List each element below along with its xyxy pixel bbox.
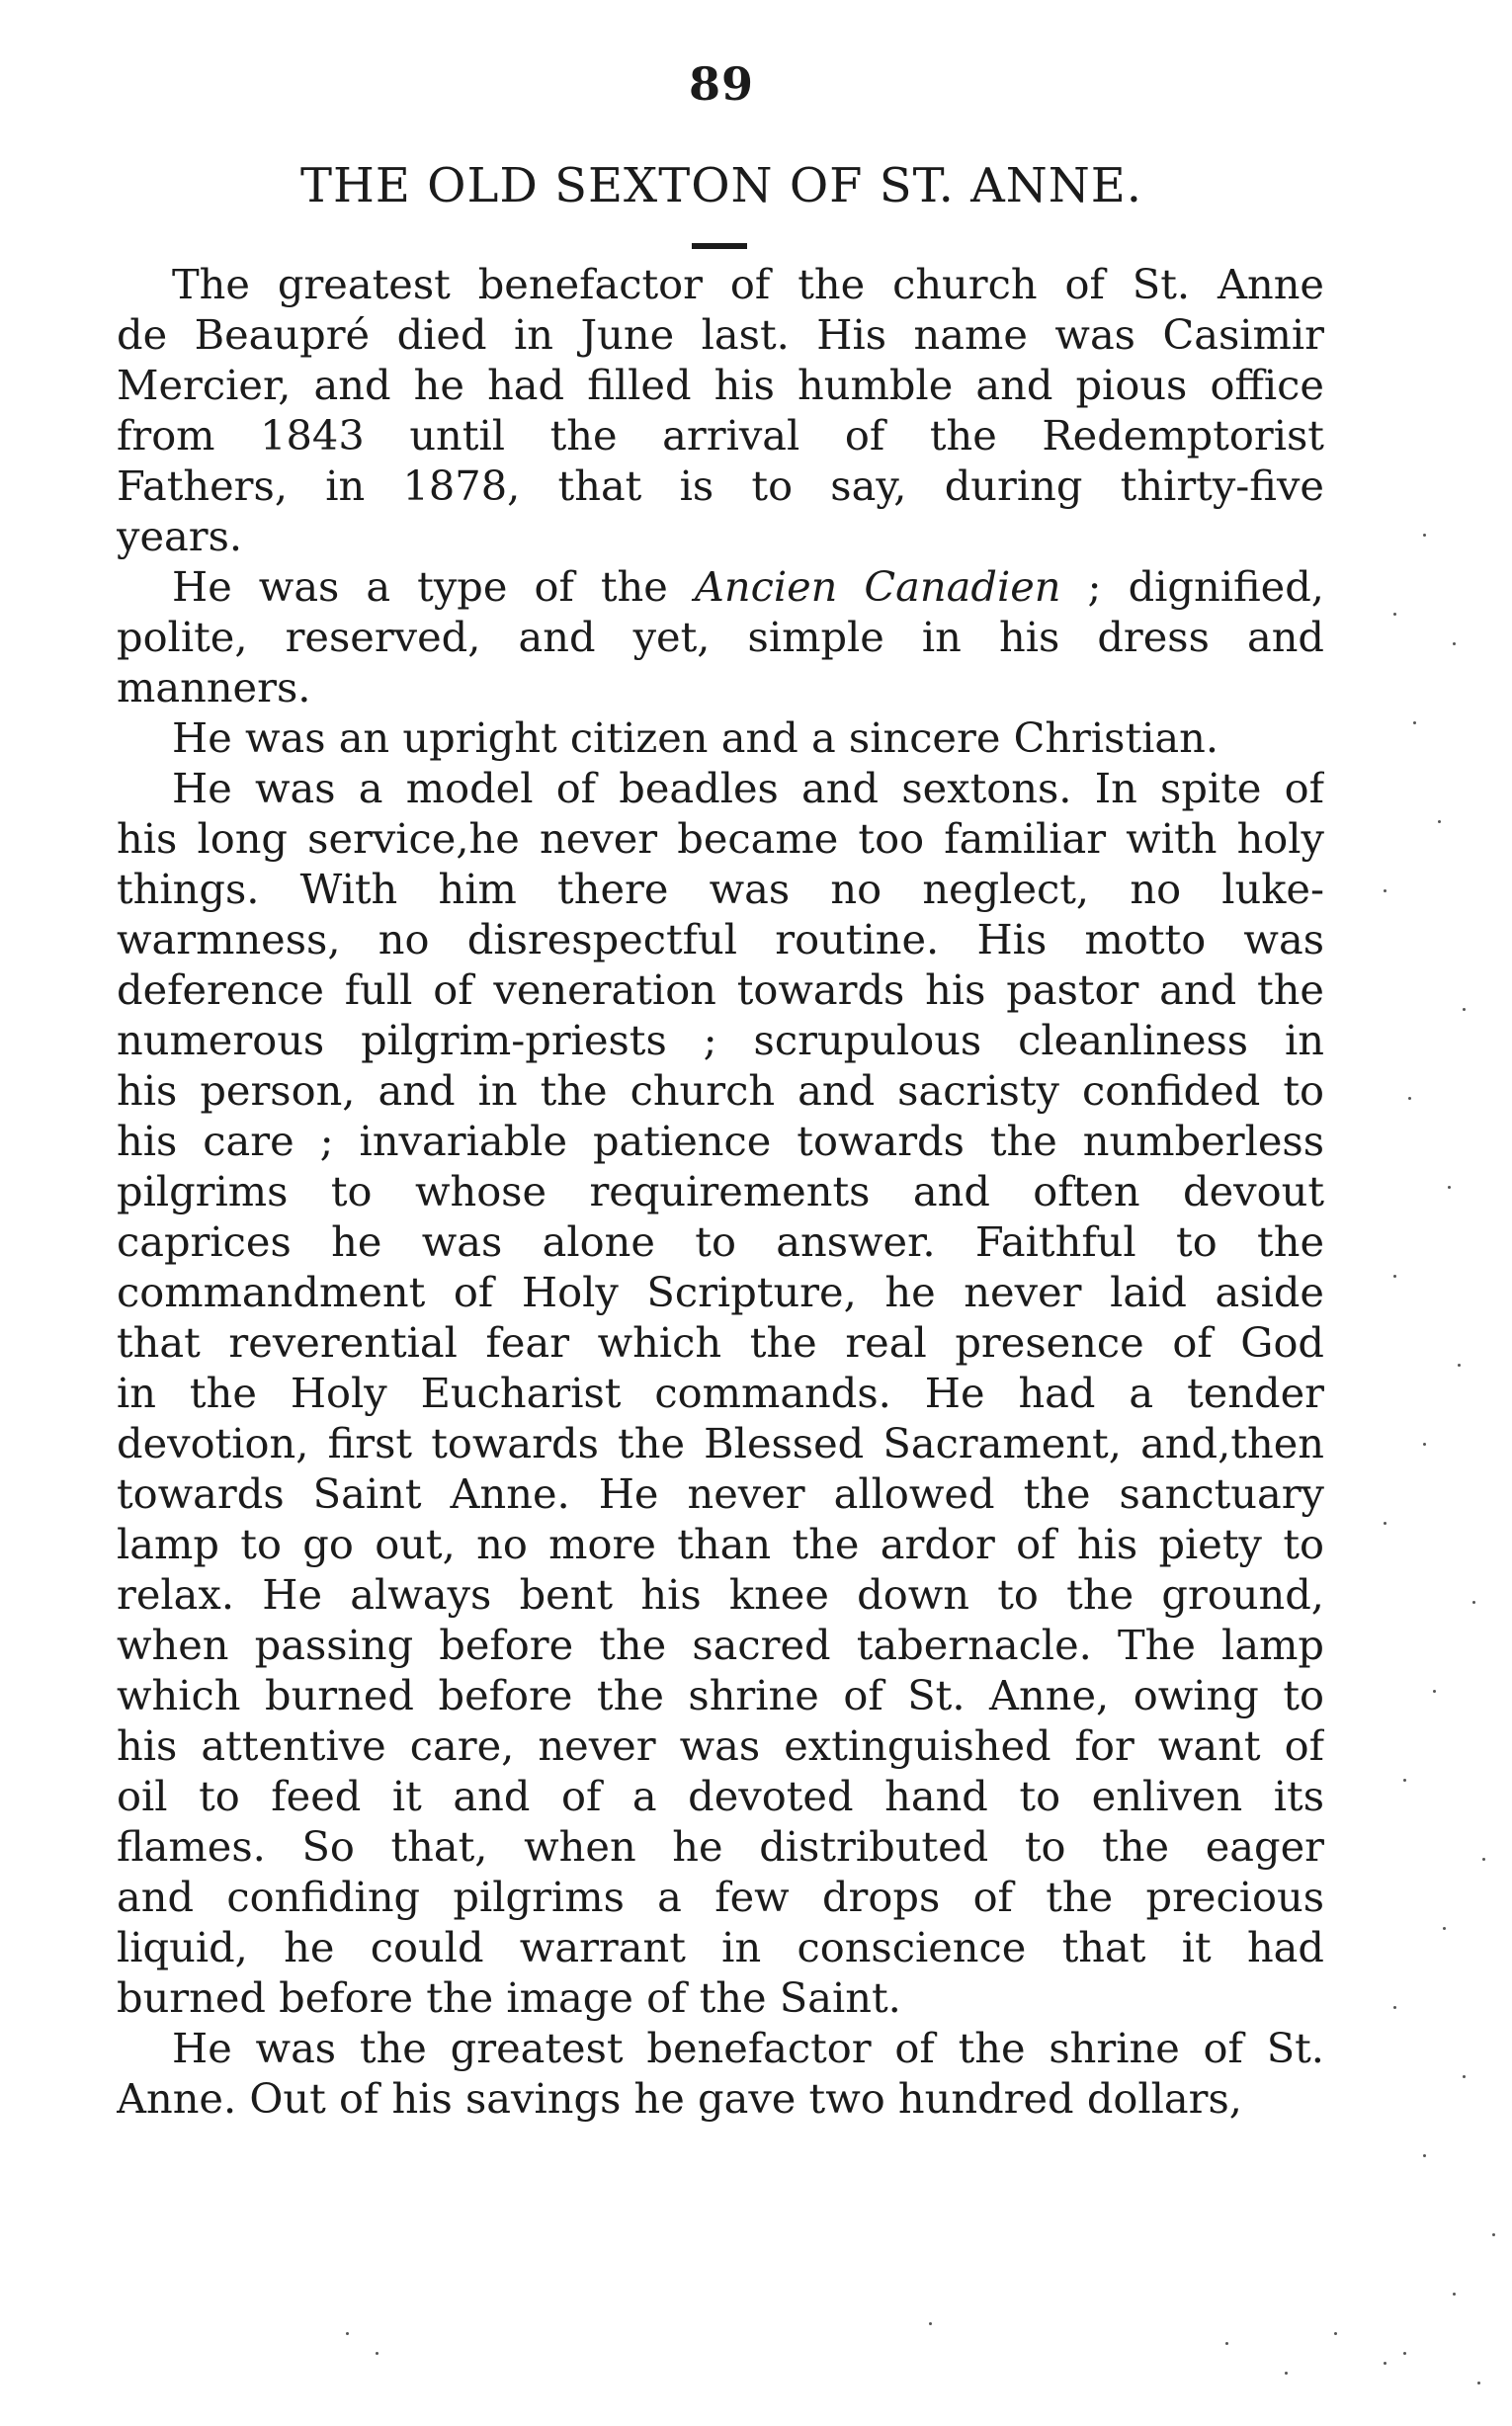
text-line — [117, 662, 1324, 712]
scan-speck — [1463, 2075, 1466, 2078]
body-text — [117, 259, 1324, 2124]
text-line-segment: his person, and in the church and sacristy confided to — [117, 1066, 1324, 1115]
text-line — [117, 1872, 1324, 1922]
text-line-segment: deference full of veneration towards his pastor and the — [117, 965, 1324, 1014]
text-line — [117, 914, 1324, 964]
text-line-segment: commandment of Holy Scripture, he never laid aside — [117, 1268, 1324, 1316]
scan-speck — [1458, 1364, 1461, 1367]
text-line — [117, 1821, 1324, 1872]
text-line-segment: in the Holy Eucharist commands. He had a tender — [117, 1369, 1324, 1417]
text-line — [117, 1116, 1324, 1166]
text-line — [117, 561, 1324, 612]
text-line-segment: manners. — [117, 663, 311, 711]
text-line — [117, 1015, 1324, 1065]
text-line — [117, 1771, 1324, 1821]
scan-speck — [1453, 2293, 1456, 2296]
text-line-segment: relax. He always bent his knee down to the ground, — [117, 1570, 1324, 1619]
text-line-segment: his attentive care, never was extinguished for want of — [117, 1721, 1324, 1770]
scan-speck — [1453, 642, 1456, 645]
scan-speck — [1408, 1097, 1411, 1100]
text-line-segment: He was a type of the — [172, 562, 695, 611]
page-number-text: 89 — [688, 57, 754, 111]
scan-margin-specks — [1364, 494, 1512, 2426]
text-line-segment: when passing before the sacred tabernacle. The lamp — [117, 1621, 1324, 1669]
chapter-title: THE OLD SEXTON OF ST. ANNE. — [299, 158, 1143, 213]
scan-speck — [1423, 2154, 1426, 2157]
text-line-segment: pilgrims to whose requirements and often devout — [117, 1167, 1324, 1215]
scan-speck — [1443, 1927, 1446, 1930]
scan-speck — [1472, 1601, 1475, 1604]
scan-speck — [1463, 1008, 1466, 1011]
scan-speck — [1492, 2233, 1495, 2236]
scan-speck — [1384, 889, 1386, 892]
text-line — [117, 1720, 1324, 1771]
scan-speck — [929, 2322, 932, 2325]
text-line-segment: polite, reserved, and yet, simple in his dress and — [117, 613, 1324, 661]
scan-speck — [1384, 2362, 1386, 2365]
text-line-segment: flames. So that, when he distributed to the eager — [117, 1822, 1324, 1871]
scan-speck — [346, 2332, 349, 2335]
text-line — [117, 1065, 1324, 1116]
text-line-segment: He was an upright citizen and a sincere Christian. — [172, 713, 1219, 762]
text-line-segment: caprices he was alone to answer. Faithful to the — [117, 1217, 1324, 1266]
text-line-segment: things. With him there was no neglect, no luke- — [117, 865, 1324, 913]
text-line-segment: burned before the image of the Saint. — [117, 1973, 901, 2022]
text-line — [117, 460, 1324, 511]
text-line — [117, 763, 1324, 813]
text-line — [117, 1418, 1324, 1468]
text-line-segment: from 1843 until the arrival of the Redemptorist — [117, 411, 1324, 460]
text-line-segment: devotion, first towards the Blessed Sacrament, and,then — [117, 1419, 1324, 1467]
text-line — [117, 864, 1324, 914]
text-line-segment: towards Saint Anne. He never allowed the sanctuary — [117, 1469, 1324, 1518]
text-line-segment: that reverential fear which the real presence of God — [117, 1318, 1324, 1367]
text-line-segment: The greatest benefactor of the church of St. Anne — [172, 260, 1324, 308]
scan-speck — [1393, 613, 1396, 616]
text-line — [117, 712, 1324, 763]
text-line-segment: Mercier, and he had filled his humble and pious office — [117, 361, 1324, 409]
text-line-segment: warmness, no disrespectful routine. His motto was — [117, 915, 1324, 963]
text-line — [117, 2073, 1324, 2124]
text-line — [117, 1368, 1324, 1418]
text-line-segment: and confiding pilgrims a few drops of the precious — [117, 1873, 1324, 1921]
scan-speck — [1413, 721, 1416, 724]
scan-bottom-specks — [336, 2302, 1423, 2401]
scan-speck — [1393, 1275, 1396, 1278]
text-line — [117, 410, 1324, 460]
page-number — [0, 57, 1443, 111]
text-line — [117, 964, 1324, 1015]
text-line — [117, 1166, 1324, 1216]
text-line — [117, 1569, 1324, 1620]
scan-speck — [1477, 2382, 1480, 2384]
text-line — [117, 309, 1324, 360]
scan-speck — [1384, 1522, 1386, 1525]
scan-speck — [1393, 2006, 1396, 2009]
text-line-segment: years. — [117, 512, 243, 560]
text-line — [117, 1216, 1324, 1267]
text-line — [117, 612, 1324, 662]
text-line-segment: Fathers, in 1878, that is to say, during thirty-five — [117, 461, 1324, 510]
text-line-segment: liquid, he could warrant in conscience that it had — [117, 1923, 1324, 1971]
text-line-segment: He was a model of beadles and sextons. In spite of — [172, 764, 1324, 812]
scan-speck — [1433, 1690, 1436, 1693]
text-line — [117, 2023, 1324, 2073]
title-rule — [692, 243, 747, 249]
text-line-segment: oil to feed it and of a devoted hand to enliven its — [117, 1772, 1324, 1820]
text-line — [117, 1972, 1324, 2023]
text-line-segment: numerous pilgrim-priests ; scrupulous cleanliness in — [117, 1016, 1324, 1064]
text-line — [117, 259, 1324, 309]
scan-speck — [1438, 820, 1441, 823]
text-line-segment: lamp to go out, no more than the ardor of his piety to — [117, 1520, 1324, 1568]
text-line — [117, 1317, 1324, 1368]
text-line-italic: Ancien Canadien — [694, 562, 1061, 611]
text-line-segment: which burned before the shrine of St. Anne, owing to — [117, 1671, 1324, 1719]
scan-speck — [376, 2352, 378, 2355]
text-line — [117, 1670, 1324, 1720]
text-line-segment: ; dignified, — [1060, 562, 1324, 611]
scan-speck — [1423, 534, 1426, 537]
text-line-segment: de Beaupré died in June last. His name was Casimir — [117, 310, 1324, 359]
text-line — [117, 1519, 1324, 1569]
text-line — [117, 1267, 1324, 1317]
text-line — [117, 813, 1324, 864]
scan-speck — [1285, 2372, 1288, 2375]
scan-speck — [1334, 2332, 1337, 2335]
scan-speck — [1448, 1186, 1451, 1189]
scan-speck — [1423, 1443, 1426, 1446]
scan-speck — [1403, 1779, 1406, 1782]
scan-speck — [1482, 1858, 1485, 1861]
text-line — [117, 360, 1324, 410]
text-line — [117, 1468, 1324, 1519]
text-line — [117, 1922, 1324, 1972]
text-line-segment: his care ; invariable patience towards the numberless — [117, 1117, 1324, 1165]
text-line-segment: his long service,he never became too familiar with holy — [117, 814, 1324, 863]
text-line — [117, 511, 1324, 561]
text-line — [117, 1620, 1324, 1670]
text-line-segment: He was the greatest benefactor of the shrine of St. — [172, 2024, 1324, 2072]
text-line-segment: Anne. Out of his savings he gave two hundred dollars, — [117, 2074, 1242, 2123]
scan-speck — [1225, 2342, 1228, 2345]
